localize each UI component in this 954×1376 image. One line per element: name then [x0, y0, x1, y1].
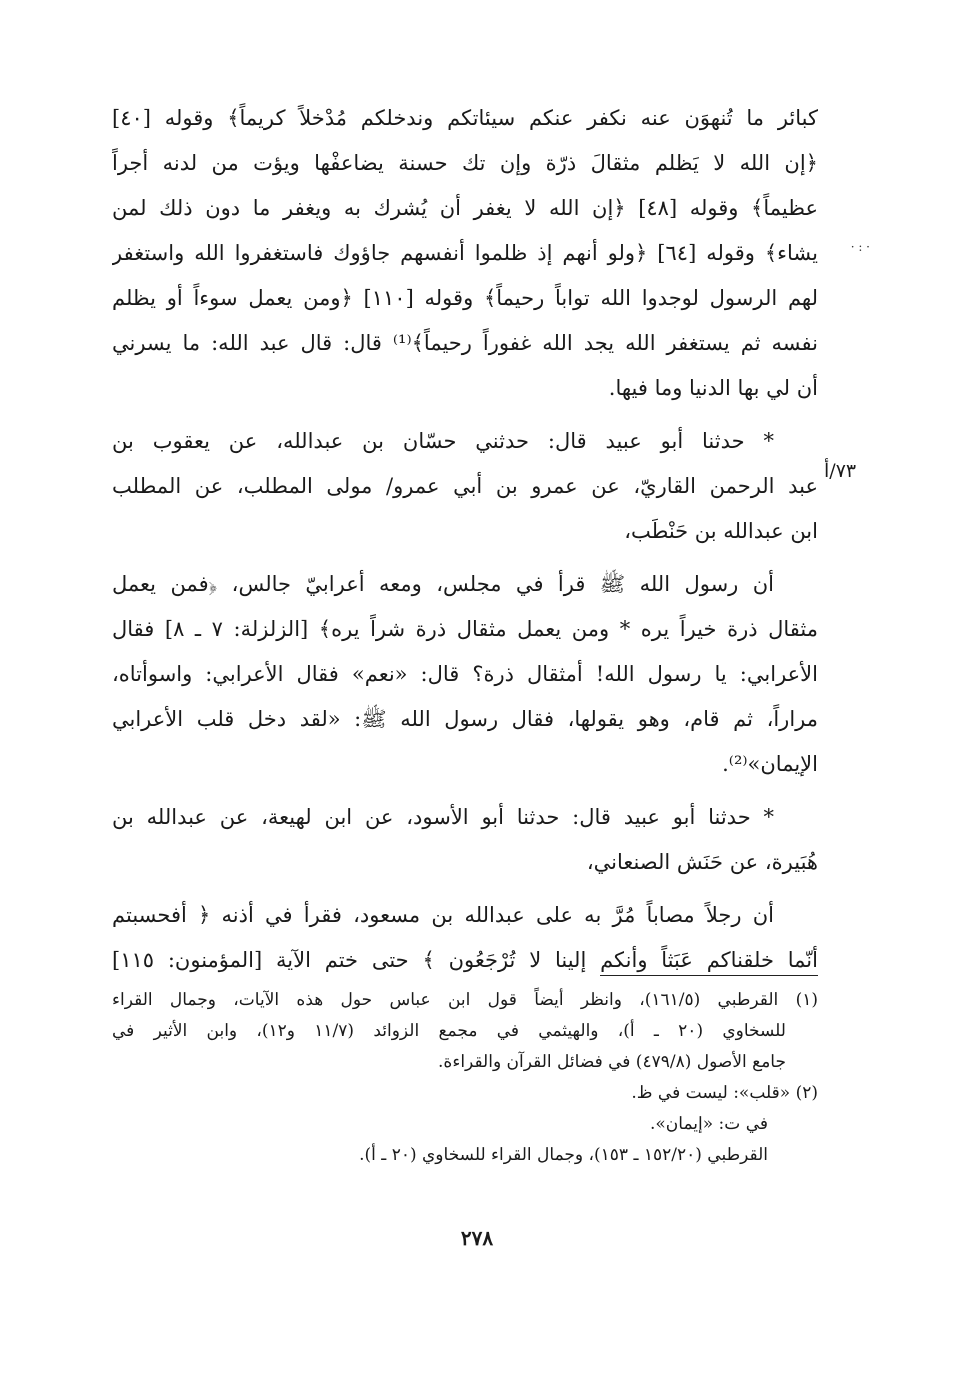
footnote-line: القرطبي (١٥٢/٢٠ ـ ١٥٣)، وجمال القراء للسخاوي (٢٠ ـ أ). [359, 1145, 768, 1165]
text-line: أن لي بها الدنيا وما فيها. [608, 376, 818, 400]
paragraph-2 [112, 419, 818, 554]
paragraph-4 [112, 795, 818, 885]
text-line: نفسه ثم يستغفر الله يجد الله غفوراً رحيماً﴾⁽¹⁾ قال: قال عبد الله: ما يسرني [112, 331, 818, 355]
text-line: ابن عبدالله بن حَنْطَب، [624, 519, 818, 543]
manuscript-folio-marker: ٧٣/أ [824, 460, 857, 482]
text-line: مثقال ذرة خيراً يره * ومن يعمل مثقال ذرة شراً يره﴾ [الزلزلة: ٧ ـ ٨] فقال [112, 617, 818, 641]
text-line: أن رجلاً مصاباً مُرَّ به على عبدالله بن مسعود، فقرأ في أذنه ﴿ أفحسبتم [112, 903, 774, 927]
text-line: يشاء﴾ وقوله [٦٤] ﴿ولو أنهم إذ ظلموا أنفسهم جاؤوك فاستغفروا الله واستغفر [112, 241, 818, 265]
text-line: * حدثنا أبو عبيد قال: حدثني حسّان بن عبدالله، عن يعقوب بن [112, 429, 774, 453]
footnotes [112, 985, 818, 1171]
text-line: عبد الرحمن القاريّ، عن عمرو بن أبي عمرو/ مولى المطلب، عن المطلب [112, 474, 818, 498]
scan-speck: · : · [850, 240, 870, 254]
text-line: * حدثنا أبو عبيد قال: حدثنا أبو الأسود، عن ابن لهيعة، عن عبدالله بن [112, 805, 774, 829]
text-line: كبائر ما تُنهوَن عنه نكفر عنكم سيئاتكم وندخلكم مُدْخلاً كريماً﴾ وقوله [٤٠] [112, 106, 818, 130]
text-line: لهم الرسول لوجدوا الله تواباً رحيماً﴾ وقوله [١١٠] ﴿ومن يعمل سوءاً أو يظلم [112, 286, 818, 310]
text-line: أنّما خلقناكم عَبَثاً وأنكم إلينا لا تُرْجَعُون ﴾ حتى ختم الآية [المؤمنون: ١١٥] [112, 948, 818, 972]
footnote-line: (١) القرطبي (١٦١/٥)، وانظر أيضاً قول ابن عباس حول هذه الآيات، وجمال القراء [112, 990, 818, 1010]
main-text [112, 96, 818, 991]
text-line: عظيماً﴾ وقوله [٤٨] ﴿إن الله لا يغفر أن يُشرك به ويغفر ما دون ذلك لمن [112, 196, 818, 220]
text-line: الإيمان»⁽²⁾. [722, 752, 818, 776]
text-line: هُبَيرة، عن حَنَش الصنعاني، [586, 850, 818, 874]
text-line: الأعرابي: يا رسول الله! أمثقال ذرة؟ قال: «نعم» فقال الأعرابي: واسوأتاه، [112, 662, 818, 686]
text-line: ﴿إن الله لا يَظلم مثقالَ ذرّة وإن تك حسنة يضاعفْها ويؤت من لدنه أجراً [112, 151, 818, 175]
page-number: ٢٧٨ [460, 1226, 494, 1250]
footnote-line: في ت: «إيمان». [650, 1114, 768, 1134]
footnote-line: جامع الأصول (٤٧٩/٨) في فضائل القرآن والقراءة. [438, 1052, 786, 1072]
paragraph-5 [112, 893, 818, 983]
footnote-separator [600, 975, 818, 976]
paragraph-1 [112, 96, 818, 411]
text-line: مراراً، ثم قام، وهو يقولها، فقال رسول الله ﷺ: «لقد دخل قلب الأعرابي [112, 707, 818, 731]
footnote-line: (٢) «قلب»: ليست في ظ. [631, 1083, 818, 1103]
paragraph-3 [112, 562, 818, 787]
footnote-line: للسخاوي (٢٠ ـ أ)، والهيثمي في مجمع الزوائد (١١/٧ و١٢)، وابن الأثير في [112, 1021, 786, 1041]
text-line: أن رسول الله ﷺ قرأ في مجلس، ومعه أعرابيّ جالس، ﴿فمن يعمل [112, 572, 774, 596]
